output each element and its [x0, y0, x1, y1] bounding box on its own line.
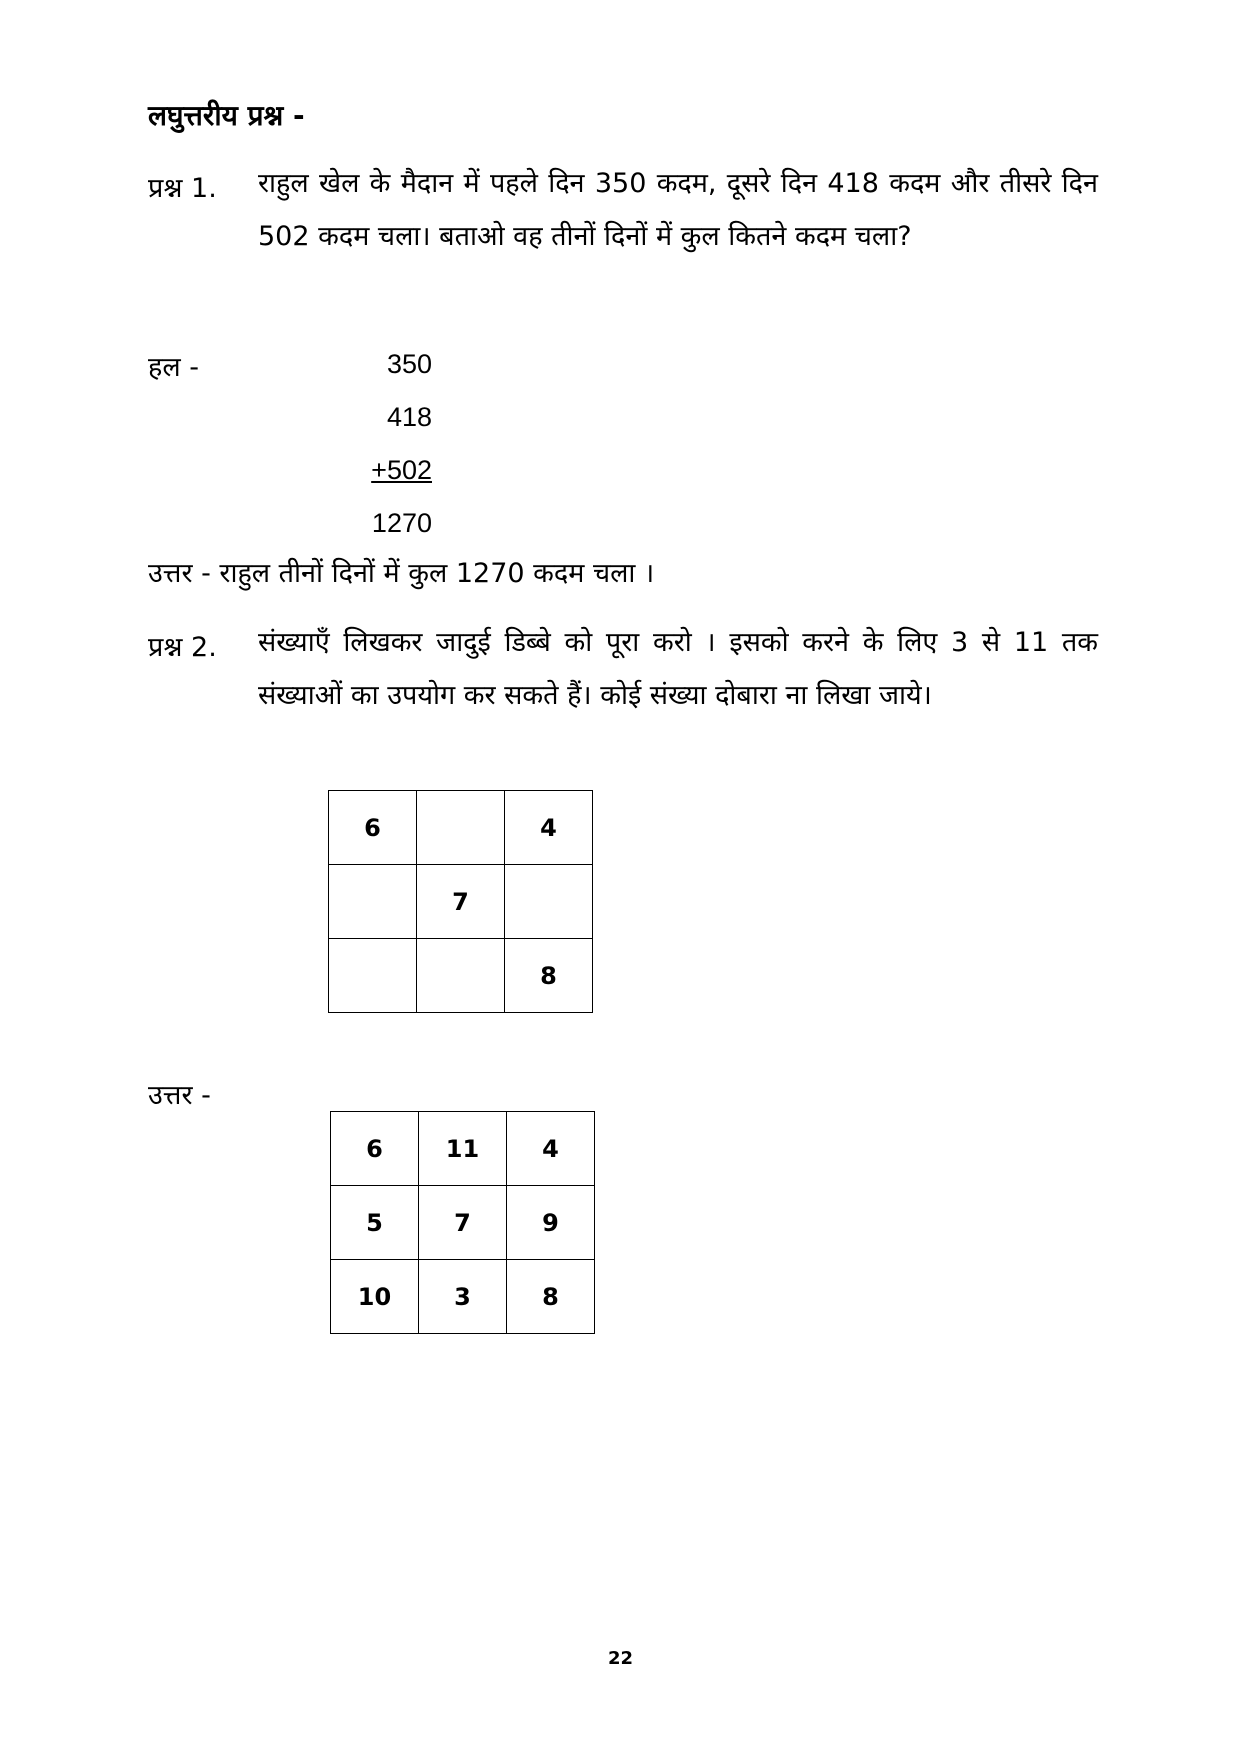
grid-cell: 3: [419, 1260, 507, 1334]
grid-cell: 11: [419, 1112, 507, 1186]
grid-cell: 10: [331, 1260, 419, 1334]
addend-1: 350: [386, 349, 432, 379]
page-number: 22: [607, 1648, 634, 1669]
grid-row: [331, 1186, 595, 1260]
magic-square-answer: [330, 1111, 595, 1334]
grid-row: [331, 1260, 595, 1334]
grid-cell: 8: [507, 1260, 595, 1334]
question-2-label: प्रश्न 2.: [148, 632, 217, 663]
grid-cell: 9: [507, 1186, 595, 1260]
grid-cell: 8: [505, 939, 593, 1013]
grid-cell: [417, 939, 505, 1013]
grid-cell: 4: [505, 791, 593, 865]
grid-cell: [417, 791, 505, 865]
grid-cell: 7: [419, 1186, 507, 1260]
grid-cell: [505, 865, 593, 939]
solution-label: हल -: [148, 352, 199, 383]
grid-cell: [329, 865, 417, 939]
grid-cell: [329, 939, 417, 1013]
addend-2: 418: [386, 402, 432, 432]
grid-row: [329, 791, 593, 865]
grid-row: [331, 1112, 595, 1186]
grid-cell: 7: [417, 865, 505, 939]
question-2-text: संख्याएँ लिखकर जादुई डिब्बे को पूरा करो । इसको करने के लिए 3 से 11 तक संख्याओं का उपयोग कर सकते हैं। कोई संख्या दोबारा ना लिखा जाये।: [258, 627, 1098, 711]
grid-cell: 6: [329, 791, 417, 865]
question-1-text: राहुल खेल के मैदान में पहले दिन 350 कदम, दूसरे दिन 418 कदम और तीसरे दिन 502 कदम चला। बताओ वह तीनों दिनों में कुल कितने कदम चला?: [258, 168, 1098, 252]
answer-2-label: उत्तर -: [148, 1080, 211, 1111]
grid-row: [329, 939, 593, 1013]
grid-cell: 4: [507, 1112, 595, 1186]
magic-square-puzzle: [328, 790, 593, 1013]
sum-total: 1270: [371, 508, 432, 538]
grid-cell: 6: [331, 1112, 419, 1186]
section-heading: लघुत्तरीय प्रश्न -: [148, 99, 305, 132]
grid-cell: 5: [331, 1186, 419, 1260]
addend-3: +502: [371, 455, 432, 485]
grid-row: [329, 865, 593, 939]
question-1-label: प्रश्न 1.: [148, 173, 217, 204]
addition-column: [340, 338, 432, 550]
answer-1: उत्तर - राहुल तीनों दिनों में कुल 1270 कदम चला ।: [148, 558, 655, 589]
